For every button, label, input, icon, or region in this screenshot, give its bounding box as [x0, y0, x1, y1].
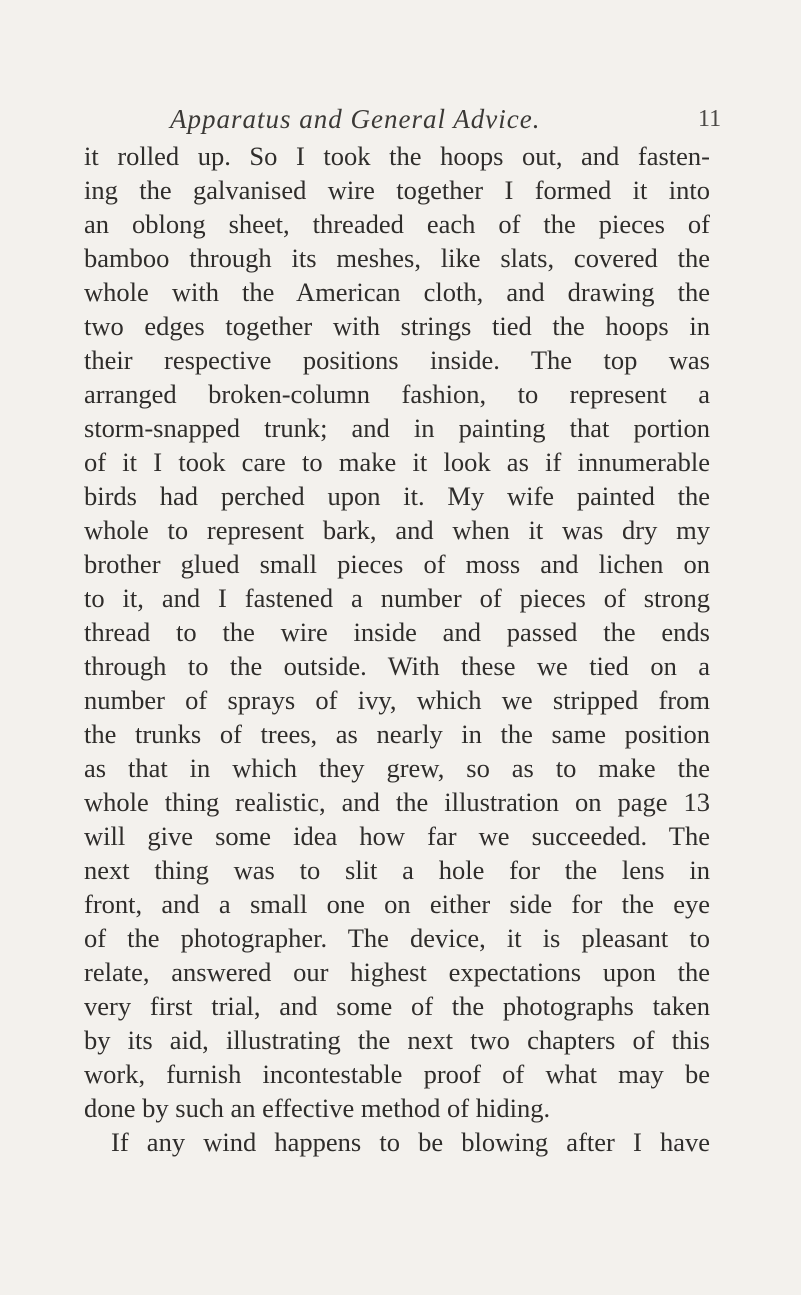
text-line: the trunks of trees, as nearly in the same position — [84, 719, 710, 749]
text-line: ing the galvanised wire together I formed it into — [84, 175, 710, 205]
text-line: next thing was to slit a hole for the lens in — [84, 855, 710, 885]
text-line: whole with the American cloth, and drawing the — [84, 277, 710, 307]
text-line: to it, and I fastened a number of pieces of strong — [84, 583, 710, 613]
text-line: brother glued small pieces of moss and lichen on — [84, 549, 710, 579]
text-line: an oblong sheet, threaded each of the pieces of — [84, 209, 710, 239]
text-line: bamboo through its meshes, like slats, covered the — [84, 243, 710, 273]
text-line: of the photographer. The device, it is pleasant to — [84, 923, 710, 953]
text-line: it rolled up. So I took the hoops out, and fasten- — [84, 141, 710, 171]
text-line: relate, answered our highest expectations upon the — [84, 957, 710, 987]
text-line: will give some idea how far we succeeded. The — [84, 821, 710, 851]
running-head: Apparatus and General Advice. — [170, 104, 541, 134]
text-line: front, and a small one on either side for the eye — [84, 889, 710, 919]
text-line: If any wind happens to be blowing after I have — [111, 1127, 710, 1157]
text-line: their respective positions inside. The top was — [84, 345, 710, 375]
text-line: thread to the wire inside and passed the ends — [84, 617, 710, 647]
text-line: done by such an effective method of hiding. — [84, 1093, 551, 1123]
text-line: work, furnish incontestable proof of what may be — [84, 1059, 710, 1089]
text-line: arranged broken-column fashion, to represent a — [84, 379, 710, 409]
text-line: whole to represent bark, and when it was dry my — [84, 515, 710, 545]
text-line: number of sprays of ivy, which we stripped from — [84, 685, 710, 715]
text-line: very first trial, and some of the photographs taken — [84, 991, 710, 1021]
text-line: two edges together with strings tied the hoops in — [84, 311, 710, 341]
text-line: as that in which they grew, so as to make the — [84, 753, 710, 783]
text-line: storm-snapped trunk; and in painting that portion — [84, 413, 710, 443]
text-line: through to the outside. With these we tied on a — [84, 651, 710, 681]
text-line: birds had perched upon it. My wife painted the — [84, 481, 710, 511]
text-line: of it I took care to make it look as if innumerable — [84, 447, 710, 477]
text-line: whole thing realistic, and the illustration on page 13 — [84, 787, 710, 817]
text-line: by its aid, illustrating the next two chapters of this — [84, 1025, 710, 1055]
page-number: 11 — [698, 106, 722, 132]
